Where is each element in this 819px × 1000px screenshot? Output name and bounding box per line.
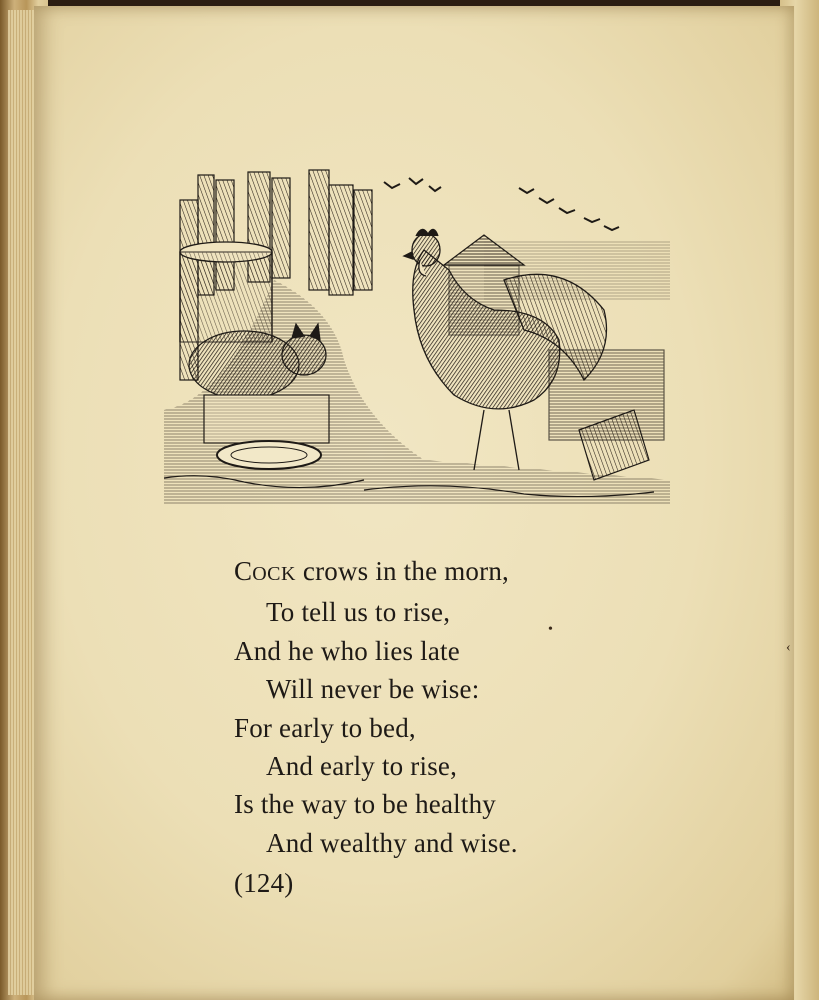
poem-line-2: To tell us to rise,	[266, 597, 451, 628]
page-number: (124)	[234, 868, 294, 899]
poem	[234, 552, 654, 903]
drop-letter: C	[234, 556, 253, 586]
poem-line-5: For early to bed,	[234, 712, 416, 743]
poem-line-1	[234, 552, 654, 593]
poem-line-6: And early to rise,	[266, 751, 458, 782]
ink-speck: •	[548, 622, 553, 637]
poem-line-1-rest: crows in the morn,	[295, 556, 509, 586]
rooster-cat-illustration	[164, 160, 670, 504]
ink-speck: ‹	[786, 640, 791, 655]
poem-line-3: And he who lies late	[234, 635, 460, 666]
small-caps-word: OCK	[252, 563, 296, 585]
poem-line-4: Will never be wise:	[266, 674, 480, 705]
poem-line-7: Is the way to be healthy	[234, 789, 496, 820]
poem-line-8: And wealthy and wise.	[266, 827, 518, 858]
